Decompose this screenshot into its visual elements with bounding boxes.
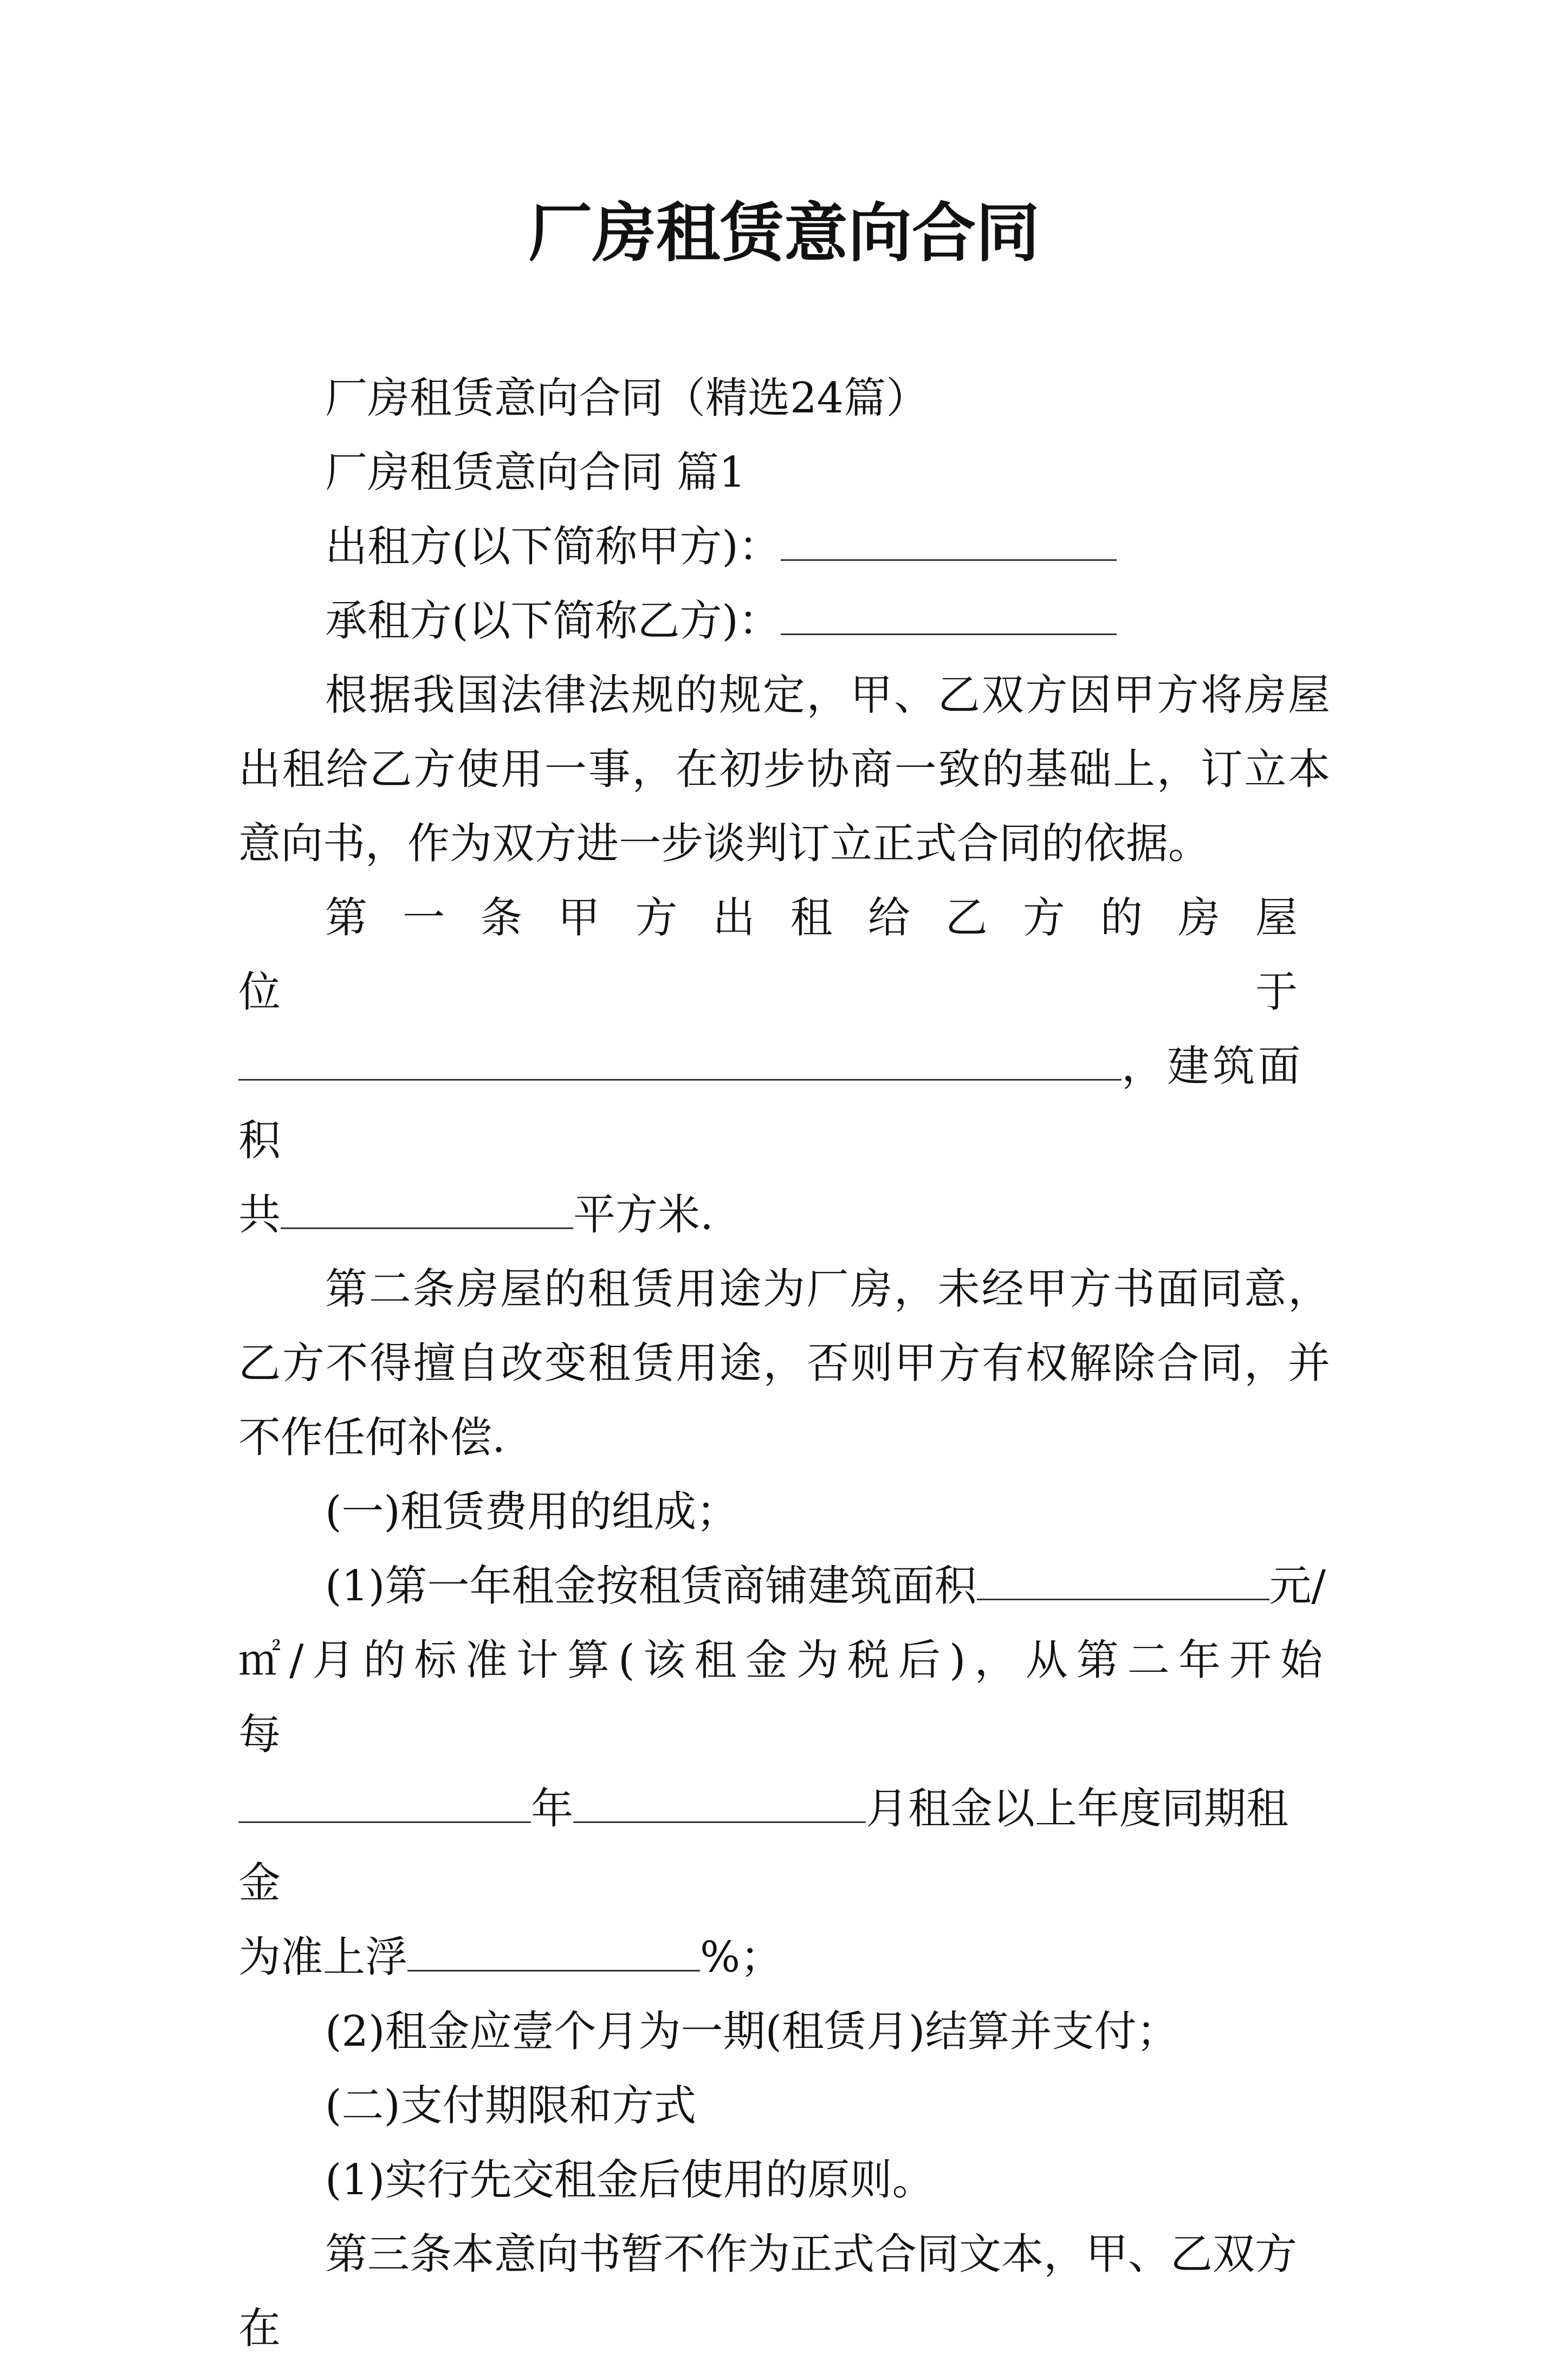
article-2-paragraph: 第二条房屋的租赁用途为厂房，未经甲方书面同意，乙方不得擅自改变租赁用途，否则甲方有权解除合同，并不作任何补偿. — [238, 1265, 1330, 1462]
article-1-line-1: 第一条甲方出租给乙方的房屋位于 — [238, 894, 1330, 1017]
year-label: 年 — [531, 1785, 574, 1833]
intro-paragraph: 根据我国法律法规的规定，甲、乙双方因甲方将房屋出租给乙方使用一事，在初步协商一致的基础上，订立本意向书，作为双方进一步谈判订立正式合同的依据。 — [238, 671, 1330, 868]
fee-item-2: (2)租金应壹个月为一期(租赁月)结算并支付； — [325, 2007, 1179, 2056]
article-1-line-2 — [238, 1030, 1330, 1178]
lessee-line — [238, 584, 1330, 658]
fee-item-1-line-1 — [238, 1549, 1330, 1624]
area-label: ，建筑面积 — [238, 1042, 1304, 1165]
section-heading: 厂房租赁意向合同 篇1 — [325, 448, 746, 497]
fee-item-1-line-2: ㎡/月的标准计算(该租金为税后)，从第二年开始每 — [238, 1636, 1330, 1759]
article-3-line: 第三条本意向书暂不作为正式合同文本，甲、乙双方在 — [238, 2230, 1298, 2353]
lessor-line — [238, 510, 1330, 584]
subtitle-line: 厂房租赁意向合同（精选24篇） — [325, 374, 929, 423]
document-title: 厂房租赁意向合同 — [528, 196, 1040, 270]
area-blank — [281, 1190, 573, 1229]
area-prefix: 共 — [238, 1191, 281, 1239]
year-blank — [238, 1783, 531, 1823]
location-blank — [238, 1041, 1122, 1081]
percent-sign: %； — [700, 1933, 783, 1982]
increase-label: 为准上浮 — [238, 1933, 408, 1982]
document-body — [238, 361, 1330, 2366]
percent-blank — [407, 1932, 700, 1971]
fee-heading: (一)租赁费用的组成； — [325, 1488, 738, 1536]
fee-rent-label: (1)第一年租金按租赁商铺建筑面积 — [325, 1562, 977, 1611]
lessor-blank — [781, 521, 1117, 561]
month-blank — [573, 1783, 866, 1823]
payment-item-1: (1)实行先交租金后使用的原则。 — [325, 2156, 935, 2205]
lessee-blank — [781, 596, 1117, 635]
rent-blank — [977, 1561, 1269, 1600]
article-1-line-3 — [238, 1178, 1330, 1252]
area-unit: 平方米. — [573, 1191, 714, 1239]
fee-item-1-line-4 — [238, 1921, 1330, 1995]
lessor-label: 出租方(以下简称甲方)： — [325, 522, 781, 571]
fee-rent-unit: 元/ — [1269, 1562, 1326, 1611]
payment-heading: (二)支付期限和方式 — [325, 2081, 696, 2130]
fee-item-1-line-3 — [238, 1772, 1330, 1921]
lessee-label: 承租方(以下简称乙方)： — [325, 597, 781, 645]
month-rent-label: 月租金以上年度同期租金 — [238, 1785, 1289, 1908]
